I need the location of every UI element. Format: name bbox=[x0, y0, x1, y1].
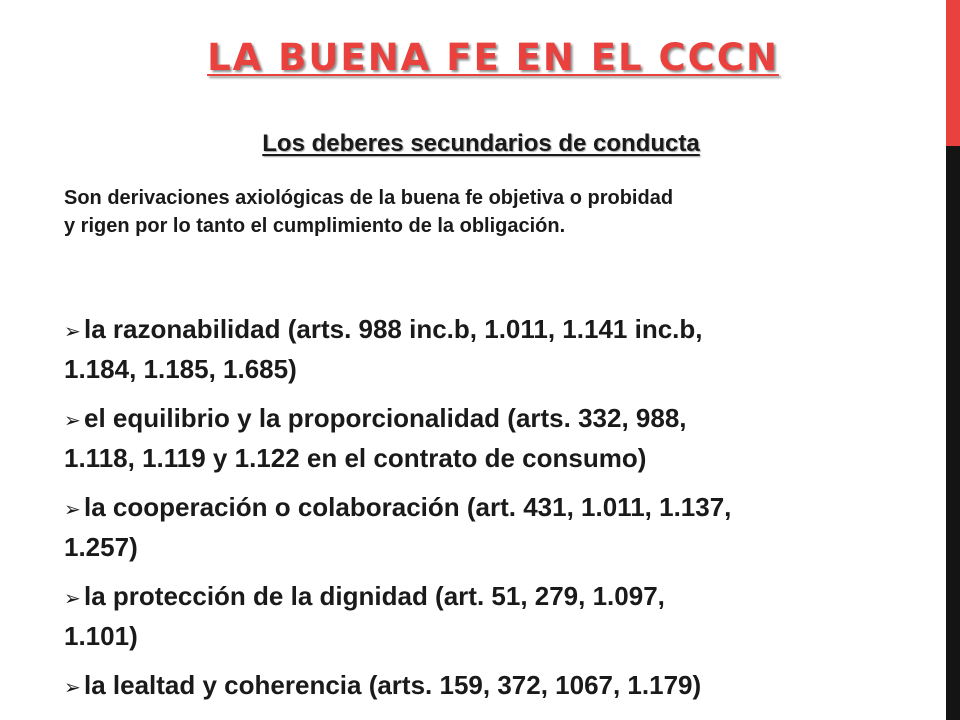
bullet-text-line-2: 1.257) bbox=[64, 532, 138, 562]
bullet-text-line-1: la razonabilidad (arts. 988 inc.b, 1.011, 1.141 inc.b, bbox=[84, 314, 703, 344]
intro-line-2: y rigen por lo tanto el cumplimiento de la obligación. bbox=[64, 215, 566, 237]
bullet-text-line-1: la protección de la dignidad (art. 51, 279, 1.097, bbox=[84, 581, 665, 611]
bullet-text-line-2: 1.184, 1.185, 1.685) bbox=[64, 354, 297, 384]
bullet-text-line-1: el equilibrio y la proporcionalidad (arts. 332, 988, bbox=[84, 403, 687, 433]
slide-title: LA BUENA FE EN EL CCCN bbox=[207, 36, 779, 79]
bullet-text-line-1: la cooperación o colaboración (art. 431, 1.011, 1.137, bbox=[84, 492, 732, 522]
bullet-text-line-2: 1.118, 1.119 y 1.122 en el contrato de consumo) bbox=[64, 443, 647, 473]
list-item bbox=[64, 577, 894, 655]
list-item bbox=[64, 310, 894, 388]
bullet-text-line-2: 1.101) bbox=[64, 621, 138, 651]
bullet-text-line-1: la lealtad y coherencia (arts. 159, 372, 1067, 1.179) bbox=[84, 670, 702, 700]
arrow-bullet-icon: ➢ bbox=[64, 497, 81, 521]
intro-line-1: Son derivaciones axiológicas de la buena fe objetiva o probidad bbox=[64, 187, 674, 209]
intro-paragraph bbox=[64, 184, 894, 240]
list-item bbox=[64, 488, 894, 566]
arrow-bullet-icon: ➢ bbox=[64, 319, 81, 343]
list-item bbox=[64, 399, 894, 477]
arrow-bullet-icon: ➢ bbox=[64, 675, 81, 699]
slide-subtitle: Los deberes secundarios de conducta bbox=[262, 130, 700, 157]
arrow-bullet-icon: ➢ bbox=[64, 408, 81, 432]
arrow-bullet-icon: ➢ bbox=[64, 586, 81, 610]
bullet-list bbox=[64, 310, 894, 717]
list-item bbox=[64, 666, 894, 706]
